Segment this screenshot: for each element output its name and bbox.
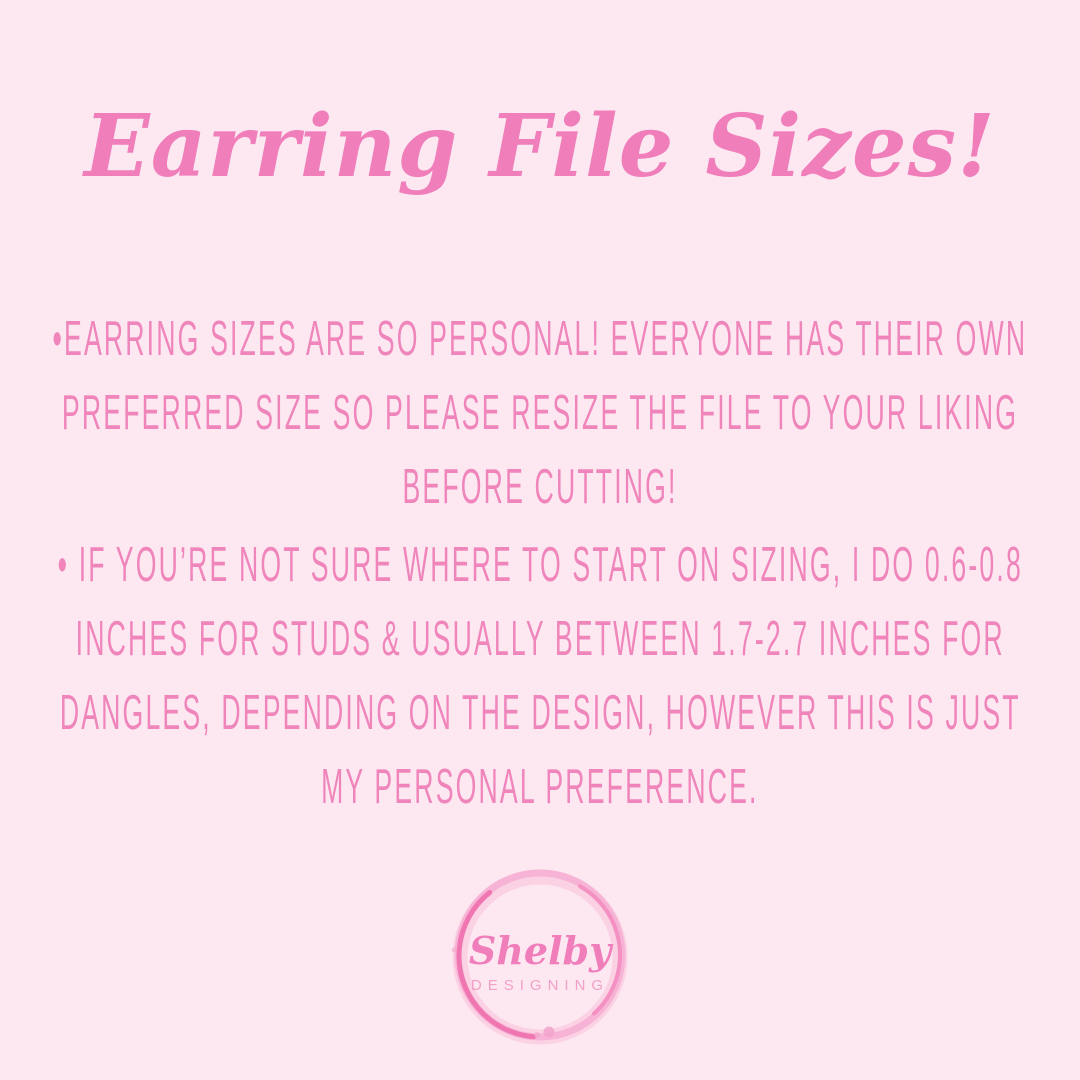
page-title: Earring File Sizes!	[84, 96, 996, 197]
brand-logo	[440, 860, 640, 1070]
bullet-paragraph-1	[0, 302, 1080, 524]
bullet-paragraph-2	[0, 528, 1080, 824]
text-line-content: • IF YOU’RE NOT SURE WHERE TO START ON SIZING, I DO 0.6-0.8	[57, 537, 1023, 592]
text-line	[0, 376, 1080, 450]
text-line-content: DANGLES, DEPENDING ON THE DESIGN, HOWEVER THIS IS JUST	[59, 685, 1021, 740]
brand-subtitle: DESIGNING	[470, 977, 610, 994]
text-line-content: •EARRING SIZES ARE SO PERSONAL! EVERYONE HAS THEIR OWN	[52, 311, 1028, 366]
text-line	[0, 676, 1080, 750]
text-line	[0, 750, 1080, 824]
text-line-content: MY PERSONAL PREFERENCE.	[321, 759, 759, 814]
text-line-content: INCHES FOR STUDS & USUALLY BETWEEN 1.7-2.7 INCHES FOR	[75, 611, 1005, 666]
text-line-content: BEFORE CUTTING!	[402, 459, 678, 514]
text-line	[0, 302, 1080, 376]
text-line	[0, 450, 1080, 524]
watercolor-ring-icon	[440, 860, 640, 1070]
text-line	[0, 528, 1080, 602]
text-line-content: PREFERRED SIZE SO PLEASE RESIZE THE FILE TO YOUR LIKING	[61, 385, 1019, 440]
brand-name: Shelby	[468, 928, 612, 973]
text-line	[0, 602, 1080, 676]
